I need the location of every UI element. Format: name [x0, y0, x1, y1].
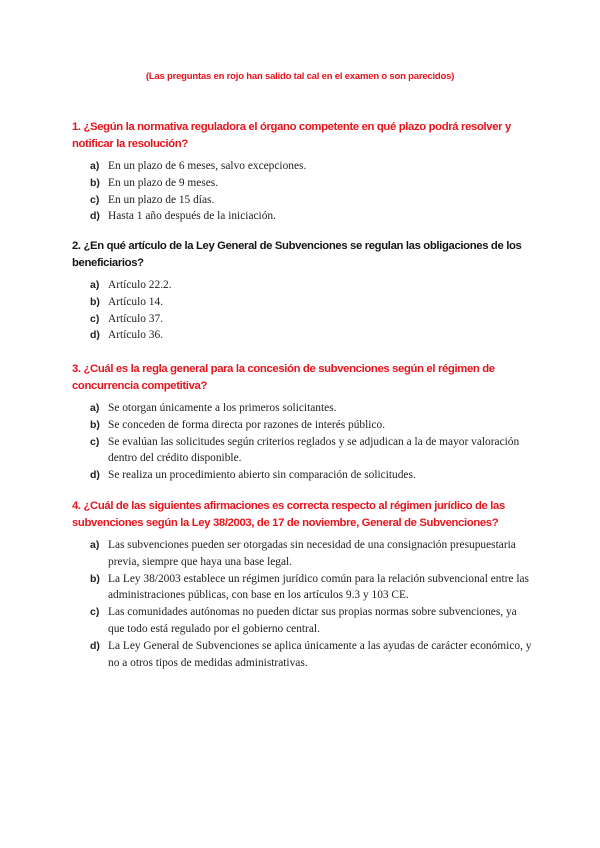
option-letter: b): [90, 176, 100, 189]
option-letter: d): [90, 639, 100, 652]
option-c: [72, 311, 532, 328]
option-letter: c): [90, 435, 100, 448]
question-1: [72, 119, 532, 225]
option-text: Se evalúan las solicitudes según criterios reglados y se adjudican a la de mayor valoración dentro del crédito disponible.: [108, 435, 520, 465]
option-b: [72, 417, 532, 434]
option-letter: a): [90, 160, 100, 172]
question-3: [72, 361, 532, 484]
question-title: 1. ¿Según la normativa reguladora el órgano competente en qué plazo podrá resolver y notificar la resolución?: [72, 121, 511, 150]
option-list: [72, 158, 532, 225]
option-a: [72, 400, 532, 417]
option-letter: c): [90, 193, 100, 206]
question-title: 3. ¿Cuál es la regla general para la concesión de subvenciones según el régimen de concurrencia competitiva?: [72, 363, 495, 392]
option-text: Hasta 1 año después de la iniciación.: [108, 210, 276, 223]
option-d: [72, 638, 532, 672]
option-b: [72, 571, 532, 605]
option-letter: b): [90, 295, 100, 308]
option-letter: b): [90, 572, 100, 585]
option-list: [72, 537, 532, 671]
option-letter: c): [90, 606, 100, 619]
option-c: [72, 192, 532, 209]
question-4: [72, 498, 532, 671]
question-title: 2. ¿En qué artículo de la Ley General de Subvenciones se regulan las obligaciones de los beneficiarios?: [72, 240, 522, 269]
option-b: [72, 294, 532, 311]
option-text: Se realiza un procedimiento abierto sin comparación de solicitudes.: [108, 469, 416, 482]
option-letter: d): [90, 469, 100, 482]
option-c: [72, 604, 532, 638]
question-2: [72, 238, 532, 344]
option-d: [72, 208, 532, 225]
option-list: [72, 400, 532, 484]
option-text: La Ley General de Subvenciones se aplica únicamente a las ayudas de carácter económico, y no a otros tipos de medidas administrativas.: [108, 639, 532, 669]
option-letter: a): [90, 539, 100, 551]
option-text: En un plazo de 15 días.: [108, 193, 215, 206]
option-a: [72, 277, 532, 294]
option-text: La Ley 38/2003 establece un régimen jurídico común para la relación subvencional entre las administraciones públicas, con base en los artículos 9.3 y 103 CE.: [108, 572, 529, 602]
header-note: (Las preguntas en rojo han salido tal cal en el examen o son parecidos): [145, 71, 455, 82]
option-text: Se conceden de forma directa por razones de interés público.: [108, 418, 386, 431]
option-text: Se otorgan únicamente a los primeros solicitantes.: [108, 402, 337, 414]
option-text: Las comunidades autónomas no pueden dictar sus propias normas sobre subvenciones, ya que todo está regulado por el gobierno central.: [108, 606, 517, 635]
option-letter: d): [90, 210, 100, 223]
question-title: 4. ¿Cuál de las siguientes afirmaciones es correcta respecto al régimen jurídico de las subvenciones según la Ley 38/2003, de 17 de noviembre, General de Subvenciones?: [72, 500, 505, 529]
option-c: [72, 434, 532, 468]
option-list: [72, 277, 532, 344]
option-a: [72, 158, 532, 175]
option-text: Artículo 14.: [108, 295, 164, 308]
option-text: Artículo 22.2.: [108, 279, 172, 291]
option-text: Artículo 36.: [108, 329, 164, 342]
option-letter: a): [90, 402, 100, 414]
option-text: En un plazo de 6 meses, salvo excepciones.: [108, 160, 307, 172]
option-a: [72, 537, 532, 571]
option-letter: a): [90, 279, 100, 291]
option-d: [72, 327, 532, 344]
option-text: Artículo 37.: [108, 312, 164, 325]
option-d: [72, 467, 532, 484]
option-text: Las subvenciones pueden ser otorgadas sin necesidad de una consignación presupuestaria previa, siempre que haya una base legal.: [108, 539, 516, 568]
option-letter: b): [90, 418, 100, 431]
option-text: En un plazo de 9 meses.: [108, 176, 219, 189]
option-letter: d): [90, 329, 100, 342]
option-b: [72, 175, 532, 192]
option-letter: c): [90, 312, 100, 325]
